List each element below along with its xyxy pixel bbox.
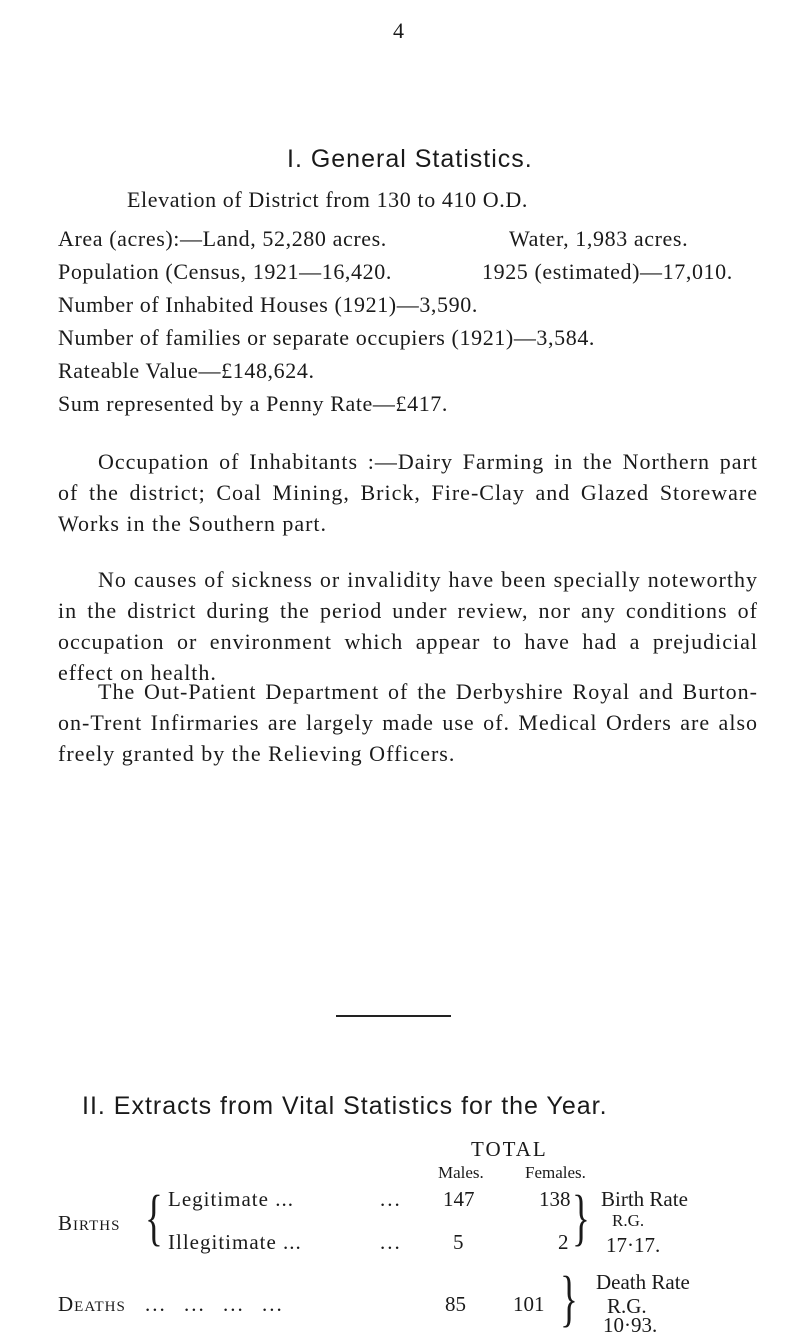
section-divider xyxy=(336,1015,451,1017)
death-rate-rg: R.G. xyxy=(607,1294,647,1318)
population-line: Population (Census, 1921—16,420. xyxy=(58,259,392,284)
population-estimated-line: 1925 (estimated)—17,010. xyxy=(482,259,733,284)
legitimate-females: 138 xyxy=(539,1187,571,1211)
births-brace: { xyxy=(145,1184,163,1252)
legitimate-dots: ... xyxy=(380,1187,402,1211)
families-line: Number of families or separate occupiers (1921)—3,584. xyxy=(58,325,596,350)
houses-line: Number of Inhabited Houses (1921)—3,590. xyxy=(58,292,478,317)
page-number: 4 xyxy=(393,18,404,43)
sickness-paragraph xyxy=(58,564,758,688)
birth-rate-brace: } xyxy=(572,1184,590,1252)
deaths-dots: ... ... ... ... xyxy=(145,1292,284,1316)
birth-rate-label: Birth Rate xyxy=(601,1187,688,1211)
elevation-line: Elevation of District from 130 to 410 O.D. xyxy=(127,187,528,212)
section-1-heading: I. General Statistics. xyxy=(287,145,533,173)
legitimate-males: 147 xyxy=(443,1187,475,1211)
outpatient-paragraph xyxy=(58,676,758,769)
illegitimate-males: 5 xyxy=(453,1230,464,1254)
death-rate-value: 10·93. xyxy=(603,1313,658,1337)
sickness-text: No causes of sickness or invalidity have been specially noteworthy in the district during the period under review, nor any conditions of occupation or environment which appear to have had a prejudicial effect on health. xyxy=(58,567,758,685)
births-label: Births xyxy=(58,1211,121,1235)
birth-rate-rg: R.G. xyxy=(612,1211,645,1230)
area-land-line: Area (acres):—Land, 52,280 acres. xyxy=(58,226,387,251)
penny-rate-line: Sum represented by a Penny Rate—£417. xyxy=(58,391,449,416)
deaths-label: Deaths xyxy=(58,1292,126,1316)
outpatient-text: The Out-Patient Department of the Derbyshire Royal and Burton-on-Trent Infirmaries are largely made use of. Medical Orders are also freely granted by the Relieving Officers. xyxy=(58,679,758,766)
death-rate-brace: } xyxy=(560,1265,578,1333)
section-2-heading: II. Extracts from Vital Statistics for the Year. xyxy=(82,1092,608,1120)
illegitimate-females: 2 xyxy=(558,1230,569,1254)
rateable-value-line: Rateable Value—£148,624. xyxy=(58,358,315,383)
deaths-males: 85 xyxy=(445,1292,466,1316)
occupation-text: Occupation of Inhabitants :—Dairy Farming in the Northern part of the district; Coal Mining, Brick, Fire-Clay and Glazed Storeware Works in the Southern part. xyxy=(58,449,758,536)
area-water-line: Water, 1,983 acres. xyxy=(509,226,689,251)
total-header: TOTAL xyxy=(471,1137,548,1161)
occupation-paragraph xyxy=(58,446,758,539)
birth-rate-value: 17·17. xyxy=(606,1233,661,1257)
males-header: Males. xyxy=(438,1163,484,1182)
illegitimate-dots: ... xyxy=(380,1230,402,1254)
females-header: Females. xyxy=(525,1163,586,1182)
illegitimate-label: Illegitimate ... xyxy=(168,1230,302,1254)
legitimate-label: Legitimate ... xyxy=(168,1187,294,1211)
death-rate-label: Death Rate xyxy=(596,1270,690,1294)
deaths-females: 101 xyxy=(513,1292,545,1316)
